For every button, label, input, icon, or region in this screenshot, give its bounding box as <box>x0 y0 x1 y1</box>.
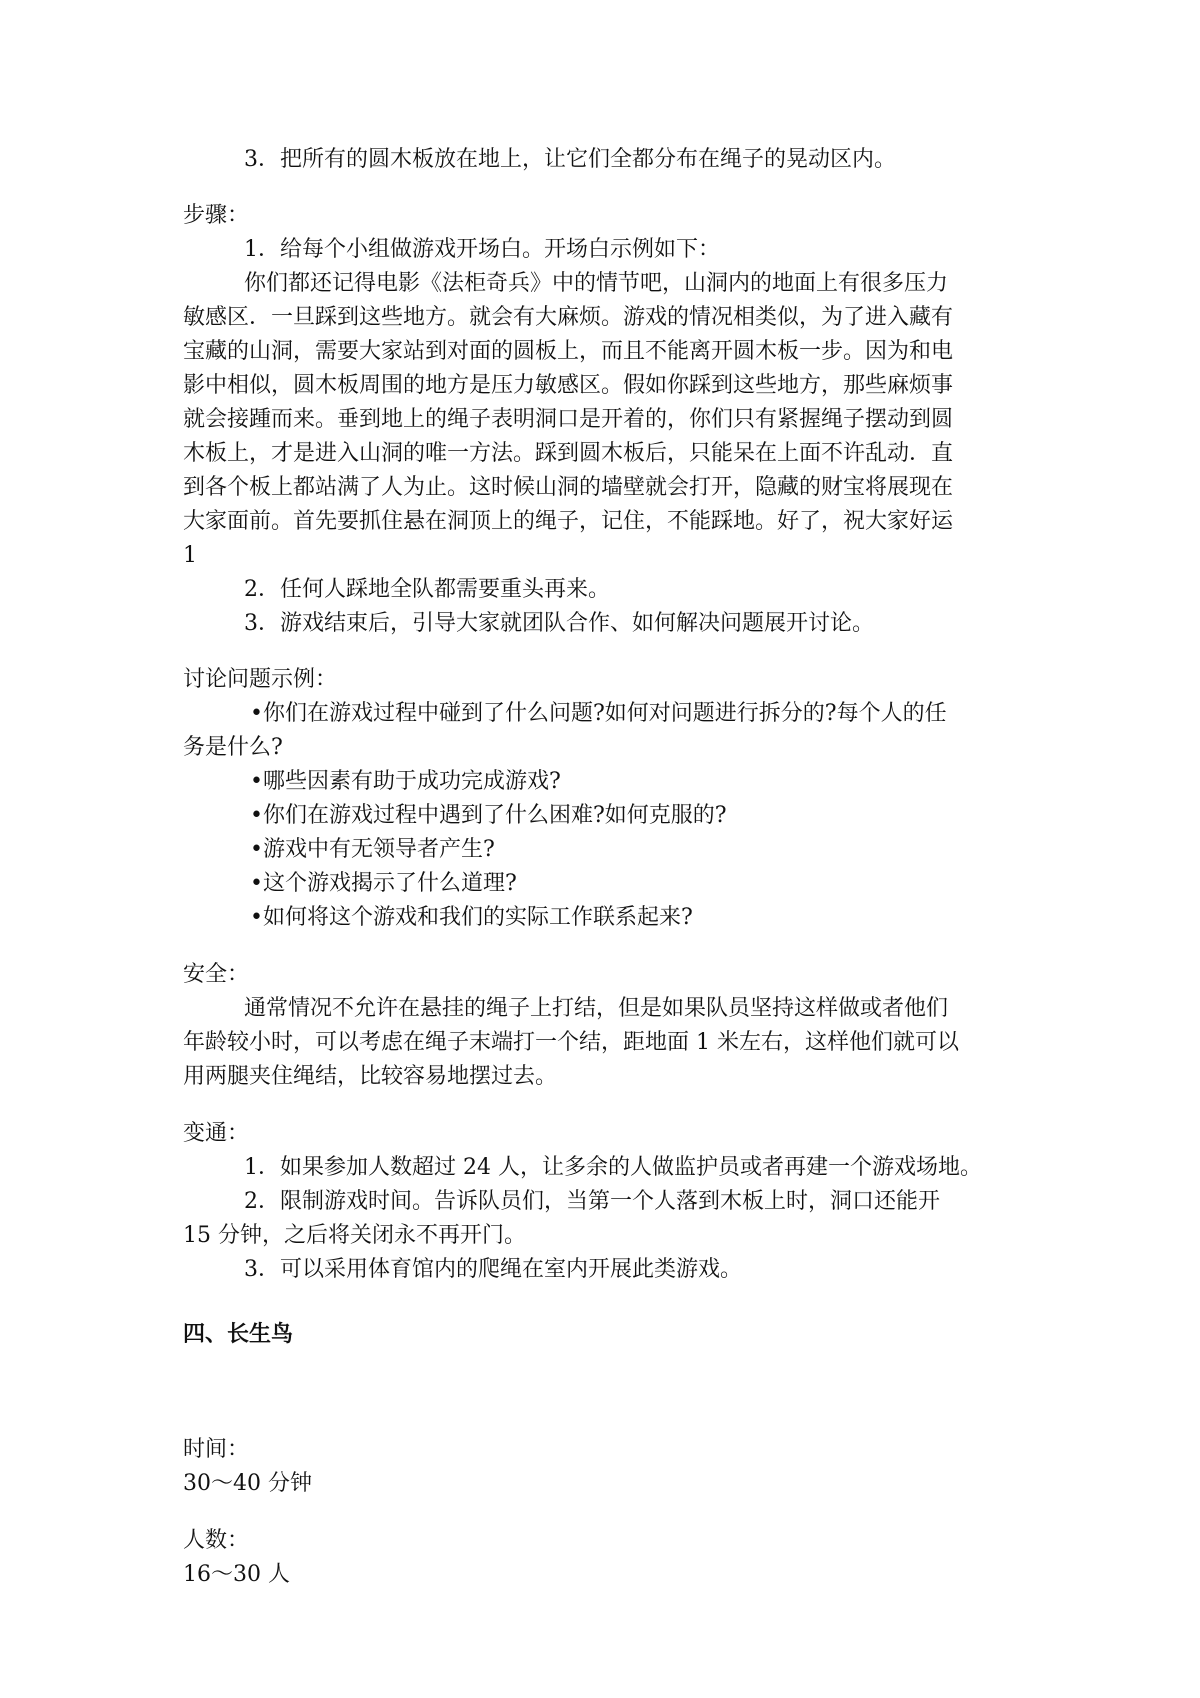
intro-line: 影中相似，圆木板周围的地方是压力敏感区。假如你踩到这些地方，那些麻烦事 <box>183 373 954 398</box>
discussion-item: •你们在游戏过程中遇到了什么困难?如何克服的? <box>250 803 727 828</box>
discussion-item: •这个游戏揭示了什么道理? <box>250 871 517 896</box>
intro-line: 大家面前。首先要抓住悬在洞顶上的绳子，记住，不能踩地。好了，祝大家好运 <box>183 509 954 534</box>
safety-line: 年龄较小时，可以考虑在绳子末端打一个结，距地面 1 米左右，这样他们就可以 <box>183 1030 959 1055</box>
step-1: 1．给每个小组做游戏开场白。开场白示例如下： <box>244 237 720 262</box>
variation-2: 2．限制游戏时间。告诉队员们，当第一个人落到木板上时，洞口还能开 <box>244 1189 940 1214</box>
people-value: 16～30 人 <box>183 1562 290 1587</box>
safety-label: 安全： <box>183 962 250 987</box>
step-2: 2．任何人踩地全队都需要重头再来。 <box>244 577 610 602</box>
pre-step-3: 3．把所有的圆木板放在地上，让它们全都分布在绳子的晃动区内。 <box>244 147 896 172</box>
time-value: 30～40 分钟 <box>183 1471 312 1496</box>
step-3: 3．游戏结束后，引导大家就团队合作、如何解决问题展开讨论。 <box>244 611 874 636</box>
variation-2-continued: 15 分钟，之后将关闭永不再开门。 <box>183 1223 526 1248</box>
intro-line: 敏感区．一旦踩到这些地方。就会有大麻烦。游戏的情况相类似，为了进入藏有 <box>183 305 954 330</box>
people-label: 人数： <box>183 1528 250 1553</box>
steps-label: 步骤： <box>183 203 250 228</box>
discussion-item: •哪些因素有助于成功完成游戏? <box>250 769 561 794</box>
variation-1: 1．如果参加人数超过 24 人，让多余的人做监护员或者再建一个游戏场地。 <box>244 1155 982 1180</box>
safety-line: 用两腿夹住绳结，比较容易地摆过去。 <box>183 1064 558 1089</box>
intro-line: 宝藏的山洞，需要大家站到对面的圆板上，而且不能离开圆木板一步。因为和电 <box>183 339 954 364</box>
intro-line: 1 <box>183 543 197 568</box>
time-label: 时间： <box>183 1437 250 1462</box>
intro-line: 你们都还记得电影《法柜奇兵》中的情节吧，山洞内的地面上有很多压力 <box>244 271 949 296</box>
intro-line: 就会接踵而来。垂到地上的绳子表明洞口是开着的，你们只有紧握绳子摆动到圆 <box>183 407 954 432</box>
discussion-item: •你们在游戏过程中碰到了什么问题?如何对问题进行拆分的?每个人的任 <box>250 701 947 726</box>
variation-3: 3．可以采用体育馆内的爬绳在室内开展此类游戏。 <box>244 1257 742 1282</box>
safety-line: 通常情况不允许在悬挂的绳子上打结，但是如果队员坚持这样做或者他们 <box>244 996 949 1021</box>
discussion-label: 讨论问题示例： <box>183 667 338 692</box>
section-title: 四、长生鸟 <box>183 1322 294 1347</box>
discussion-item-continued: 务是什么? <box>183 735 283 760</box>
intro-line: 木板上，才是进入山洞的唯一方法。踩到圆木板后，只能呆在上面不许乱动．直 <box>183 441 954 466</box>
discussion-item: •如何将这个游戏和我们的实际工作联系起来? <box>250 905 693 930</box>
variations-label: 变通： <box>183 1121 250 1146</box>
discussion-item: •游戏中有无领导者产生? <box>250 837 495 862</box>
intro-line: 到各个板上都站满了人为止。这时候山洞的墙壁就会打开，隐藏的财宝将展现在 <box>183 475 954 500</box>
